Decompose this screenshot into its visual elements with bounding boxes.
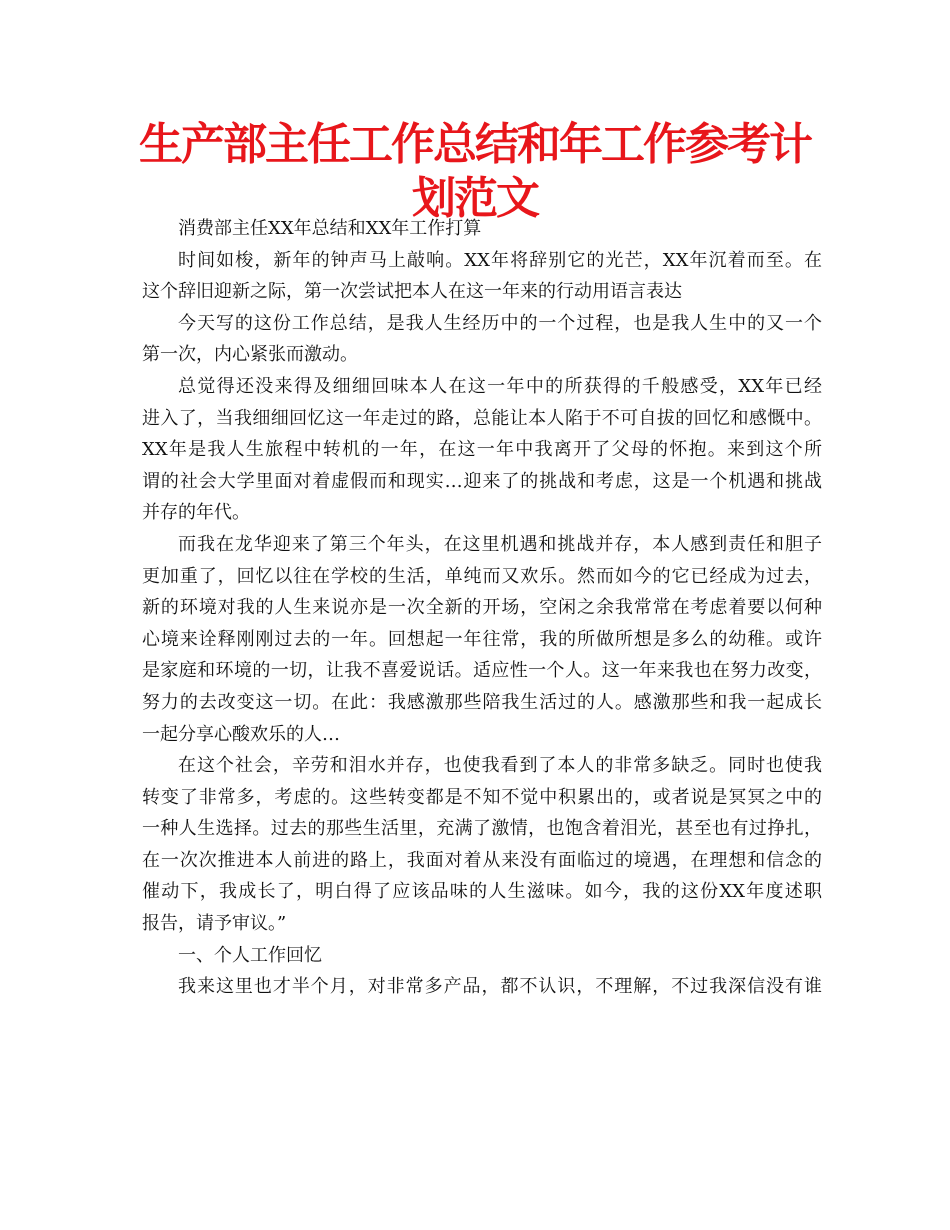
text-line: XX年是我人生旅程中转机的一年，在这一年中我离开了父母的怀抱。来到这个所 [142, 439, 822, 461]
text-line: 在一次次推进本人前进的路上，我面对着从来没有面临过的境遇，在理想和信念的 [142, 849, 822, 871]
text-line: 时间如梭，新年的钟声马上敲响。XX年将辞别它的光芒，XX年沉着而至。在 [178, 249, 822, 271]
text-line: 更加重了，回忆以往在学校的生活，单纯而又欢乐。然而如今的它已经成为过去， [142, 565, 822, 587]
text-line: 新的环境对我的人生来说亦是一次全新的开场，空闲之余我常常在考虑着要以何种 [142, 597, 822, 619]
text-line: 是家庭和环境的一切，让我不喜爱说话。适应性一个人。这一年来我也在努力改变， [142, 660, 822, 682]
text-line: 一种人生选择。过去的那些生活里，充满了激情，也饱含着泪光，甚至也有过挣扎， [142, 818, 822, 840]
text-line: 心境来诠释刚刚过去的一年。回想起一年往常，我的所做所想是多么的幼稚。或许 [142, 628, 822, 650]
document-body [142, 213, 822, 1003]
text-line: 总觉得还没来得及细细回味本人在这一年中的所获得的千般感受，XX年已经 [178, 375, 822, 397]
text-line: 进入了，当我细细回忆这一年走过的路，总能让本人陷于不可自拔的回忆和感慨中。 [142, 407, 822, 429]
text-line: 而我在龙华迎来了第三个年头，在这里机遇和挑战并存，本人感到责任和胆子 [178, 533, 822, 555]
text-line: 并存的年代。 [142, 502, 250, 524]
text-line: 我来这里也才半个月，对非常多产品，都不认识，不理解，不过我深信没有谁 [178, 976, 822, 998]
text-line: 报告，请予审议。” [142, 913, 287, 935]
text-line: 第一次，内心紧张而激动。 [142, 344, 358, 366]
text-line: 催动下，我成长了，明白得了应该品味的人生滋味。如今，我的这份XX年度述职 [142, 881, 822, 903]
text-line: 在这个社会，辛劳和泪水并存，也使我看到了本人的非常多缺乏。同时也使我 [178, 755, 822, 777]
text-line: 一、个人工作回忆 [178, 944, 322, 966]
text-line: 一起分享心酸欢乐的人… [142, 723, 340, 745]
text-line: 今天写的这份工作总结，是我人生经历中的一个过程，也是我人生中的又一个 [178, 312, 822, 334]
document-title: 生产部主任工作总结和年工作参考计划范文 [139, 119, 811, 224]
text-line: 这个辞旧迎新之际，第一次尝试把本人在这一年来的行动用语言表达 [142, 281, 682, 303]
text-line: 努力的去改变这一切。在此：我感激那些陪我生活过的人。感激那些和我一起成长 [142, 691, 822, 713]
text-line: 消费部主任XX年总结和XX年工作打算 [178, 218, 482, 239]
text-line: 转变了非常多，考虑的。这些转变都是不知不觉中积累出的，或者说是冥冥之中的 [142, 786, 822, 808]
text-line: 谓的社会大学里面对着虚假而和现实…迎来了的挑战和考虑，这是一个机遇和挑战 [142, 470, 822, 492]
